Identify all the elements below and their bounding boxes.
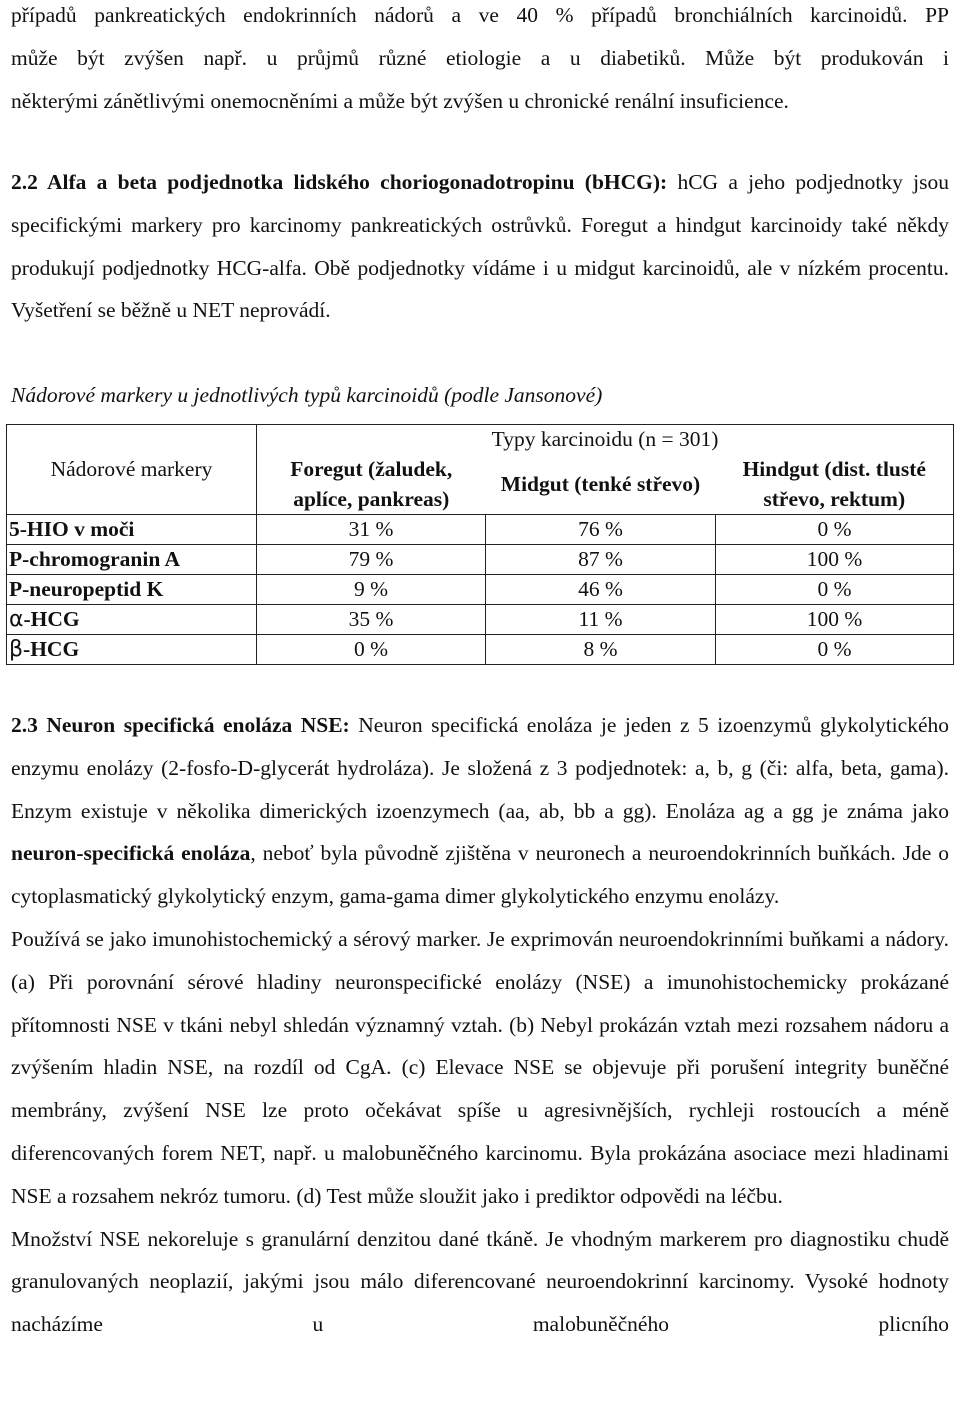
row-label-cell <box>7 515 257 545</box>
section-2-3-bold-term: neuron-specifická enoláza <box>11 841 251 866</box>
section-2-2-text: hCG a jeho podjednotky jsou specifickými markery pro karcinomy pankreatických ostrůvků. Foregut a hindgut karcinoidy také někdy produkují podjednotky HCG-alfa. Obě podjednotky vídáme i u midgut karcinoidů, ale v nízkém procentu. Vyšetření se běžně u NET neprovádí. <box>11 170 949 323</box>
table-header-row <box>7 425 954 455</box>
intro-line: některými zánětlivými onemocněními a může být zvýšen u chronické renální insuficience. <box>11 88 789 113</box>
table-row <box>7 605 954 635</box>
intro-paragraph <box>11 0 949 122</box>
value-cell: 0 % <box>716 635 954 665</box>
section-2-2-paragraph <box>11 161 949 332</box>
column-header-hindgut <box>716 454 954 515</box>
row-label: -HCG <box>23 607 80 631</box>
row-label-cell <box>7 605 257 635</box>
group-header-label: Typy karcinoidu (n = 301) <box>491 427 719 451</box>
greek-letter: α <box>9 607 24 632</box>
column-header-label: Hindgut (dist. tlusté střevo, rektum) <box>742 457 926 511</box>
value-cell: 100 % <box>716 545 954 575</box>
value-cell: 46 % <box>486 575 716 605</box>
group-header-cell <box>257 425 954 455</box>
value-cell: 87 % <box>486 545 716 575</box>
column-header-label: Foregut (žaludek, aplíce, pankreas) <box>290 457 453 511</box>
intro-line: případů pankreatických endokrinních nádorů a ve 40 % případů bronchiálních karcinoidů. PP <box>11 3 949 27</box>
markers-table <box>6 424 954 665</box>
section-2-2-heading: 2.2 Alfa a beta podjednotka lidského choriogonadotropinu (bHCG): <box>11 170 668 194</box>
table-row <box>7 515 954 545</box>
section-2-3 <box>11 704 949 1346</box>
column-header-foregut <box>257 454 486 515</box>
value-cell: 0 % <box>716 515 954 545</box>
greek-letter: β <box>9 637 24 662</box>
row-label-cell <box>7 635 257 665</box>
table-caption: Nádorové markery u jednotlivých typů karcinoidů (podle Jansonové) <box>11 383 603 407</box>
value-cell: 9 % <box>257 575 486 605</box>
table-row <box>7 635 954 665</box>
section-2-3-heading: 2.3 Neuron specifická enoláza NSE: <box>11 713 350 737</box>
value-cell: 100 % <box>716 605 954 635</box>
table-row <box>7 575 954 605</box>
row-header-label: Nádorové markery <box>50 457 213 481</box>
row-label: P-chromogranin A <box>9 547 181 571</box>
column-header-midgut <box>486 454 716 515</box>
column-header-label: Midgut (tenké střevo) <box>500 472 701 496</box>
intro-line: může být zvýšen např. u průjmů různé etiologie a u diabetiků. Může být produkován i <box>11 45 949 70</box>
row-label: -HCG <box>23 637 80 661</box>
value-cell: 76 % <box>486 515 716 545</box>
row-label-cell <box>7 545 257 575</box>
value-cell: 79 % <box>257 545 486 575</box>
section-2-2 <box>11 161 949 332</box>
table-row <box>7 545 954 575</box>
value-cell: 11 % <box>486 605 716 635</box>
usage-paragraph: Používá se jako imunohistochemický a sérový marker. Je exprimován neuroendokrinními buňkami a nádory. (a) Při porovnání sérové hladiny neuronspecifické enolázy (NSE) a imunohistochemicky prokázané přítomnosti NSE v tkáni nebyl shledán významný vztah. (b) Nebyl prokázán vztah mezi rozsahem nádoru a zvýšením hladin NSE, na rozdíl od CgA. (c) Elevace NSE se objevuje při porušení integrity buněčné membrány, zvýšení NSE lze proto očekávat spíše u agresivnějších, rychleji rostoucích a méně diferencovaných forem NET, např. u malobuněčného karcinomu. Byla prokázána asociace mezi hladinami NSE a rozsahem nekróz tumoru. (d) Test může sloužit jako i prediktor odpovědi na léčbu. <box>11 926 949 1208</box>
row-label: 5-HIO v moči <box>9 517 135 541</box>
value-cell: 35 % <box>257 605 486 635</box>
row-header-cell <box>7 425 257 515</box>
row-label-cell <box>7 575 257 605</box>
section-2-3-text: , neboť byla původně zjištěna v neuronech a neuroendokrinních buňkách. Jde o cytoplasmatický glykolytický enzym, gama-gama dimer glykolytického enzymu enolázy. <box>11 841 949 909</box>
value-cell: 0 % <box>716 575 954 605</box>
value-cell: 0 % <box>257 635 486 665</box>
row-label: P-neuropeptid K <box>9 577 164 601</box>
nse-correlation-paragraph: Množství NSE nekoreluje s granulární denzitou dané tkáně. Je vhodným markerem pro diagnostiku chudě granulovaných neoplazií, jakými jsou málo diferencované neuroendokrinní karcinomy. Vysoké hodnoty nacházíme u malobuněčného plicního <box>11 1226 949 1337</box>
section-2-3-text: Neuron specifická enoláza je jeden z 5 izoenzymů glykolytického enzymu enolázy (2-fosfo-D-glycerát hydroláza). Je složená z 3 podjednotek: a, b, g (či: alfa, beta, gama). Enzym existuje v několika dimerických izoenzymech (aa, ab, bb a gg). Enoláza ag a gg je známa jako <box>11 713 949 823</box>
value-cell: 31 % <box>257 515 486 545</box>
value-cell: 8 % <box>486 635 716 665</box>
section-2-3-paragraph <box>11 704 949 918</box>
